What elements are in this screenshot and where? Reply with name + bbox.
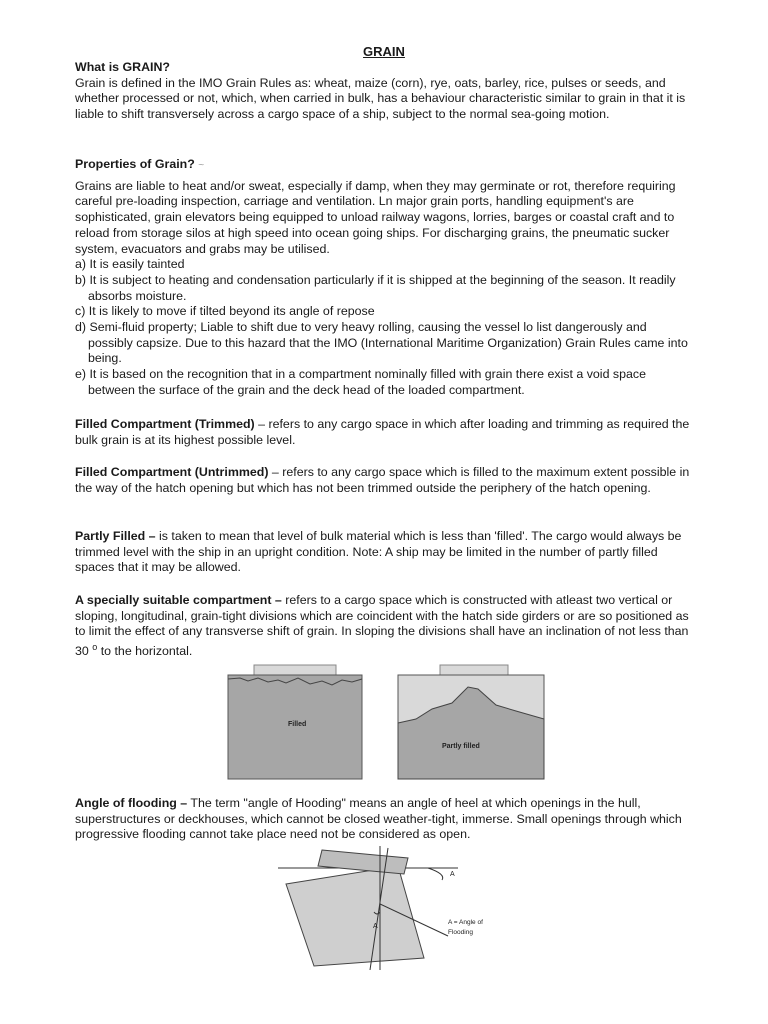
- filled-label: Filled: [288, 721, 307, 728]
- hatch-coaming-left: [254, 665, 336, 675]
- special-body: refers to a cargo space which is constructed with atleast two vertical or sloping, longitudinal, grain-tight divisions which are coincident with the hatch side girders or are so positioned as to limit the effect of any transverse shift of grain. In sloping the divisions shall have an inclination of not less than 30: [75, 593, 689, 659]
- legend-line-2: Flooding: [448, 929, 473, 936]
- section-filled-trimmed: [75, 417, 690, 448]
- list-item: e) It is based on the recognition that in a compartment nominally filled with grain there exist a void space between the surface of the grain and the deck head of the loaded compartment.: [75, 367, 646, 397]
- legend-line-1: A = Angle of: [448, 919, 483, 926]
- properties-heading-line: [75, 157, 690, 174]
- partly-label: Partly filled: [442, 743, 480, 750]
- filled-trimmed-body: – refers to any cargo space in which after loading and trimming as required the bulk grain is at its highest possible level.: [75, 417, 690, 447]
- flooding-term: Angle of flooding –: [75, 796, 188, 810]
- properties-body: Grains are liable to heat and/or sweat, especially if damp, when they may germinate or rot, therefore requiring careful pre-loading inspection, carriage and ventilation. Ln major grain ports, handling equipment's are sophisticated, grain elevators being equipped to unload railway wagons, lorries, barges or coastal craft and to reload from storage silos at high speed into ocean going ships. For discharging grains, the pneumatic sucker system, evacuators and grabs may be utilised.: [75, 178, 676, 256]
- document-title: GRAIN: [363, 44, 405, 59]
- what-heading: What is GRAIN?: [75, 60, 170, 74]
- heeled-hull: [286, 866, 424, 966]
- deckhouse: [318, 850, 408, 874]
- list-item: a) It is easily tainted: [75, 257, 185, 272]
- compartment-figure: [226, 663, 548, 781]
- what-body: Grain is defined in the IMO Grain Rules as: wheat, maize (corn), rye, oats, barley, rice, pulses or seeds, and whether processed or not, which, when carried in bulk, has a behaviour characteristic similar to grain in that it is liable to shift transversely across a cargo space of a ship, subject to the normal sea-going motion.: [75, 75, 686, 122]
- special-tail: to the horizontal.: [97, 644, 193, 659]
- section-properties: [75, 157, 690, 399]
- list-item: b) It is subject to heating and condensation particularly if it is shipped at the beginning of the season. It readily absorbs moisture.: [75, 272, 676, 303]
- angle-label-inner: A: [373, 923, 378, 930]
- section-what-is-grain: [75, 60, 690, 123]
- hatch-coaming-right: [440, 665, 508, 675]
- filled-trimmed-term: Filled Compartment (Trimmed): [75, 417, 255, 431]
- special-term: A specially suitable compartment –: [75, 593, 282, 607]
- properties-heading: Properties of Grain?: [75, 157, 195, 171]
- properties-mark: ~: [198, 160, 205, 171]
- partly-body: is taken to mean that level of bulk material which is less than 'filled'. The cargo would always be trimmed level with the ship in an upright condition. Note: A ship may be limited in the number of partly filled spaces that it may be allowed.: [75, 529, 682, 575]
- section-special-compartment: [75, 593, 690, 660]
- special-degree: o: [92, 642, 98, 653]
- filled-untrimmed-term: Filled Compartment (Untrimmed): [75, 465, 269, 479]
- section-angle-flooding: [75, 796, 690, 843]
- flooding-body: The term "angle of Hooding" means an angle of heel at which openings in the hull, superstructures or deckhouses, which cannot be closed weather-tight, immerse. Small openings through which progressive flooding cannot take place need not be considered as open.: [75, 796, 682, 842]
- list-item: d) Semi-fluid property; Liable to shift due to very heavy rolling, causing the vessel lo list dangerously and possibly capsize. Due to this hazard that the IMO (International Maritime Organization) Grain Rules came into being.: [75, 320, 688, 366]
- flooding-figure: [276, 846, 500, 970]
- list-item: c) It is likely to move if tilted beyond its angle of repose: [75, 304, 375, 319]
- outer-angle-arc: [428, 868, 443, 880]
- properties-list: [75, 257, 690, 398]
- angle-label-right: A: [450, 871, 455, 878]
- section-partly-filled: [75, 529, 690, 576]
- partly-term: Partly Filled –: [75, 529, 156, 543]
- section-filled-untrimmed: [75, 465, 690, 496]
- filled-untrimmed-body: – refers to any cargo space which is filled to the maximum extent possible in the way of the hatch opening but which has not been trimmed outside the periphery of the hatch opening.: [75, 465, 690, 495]
